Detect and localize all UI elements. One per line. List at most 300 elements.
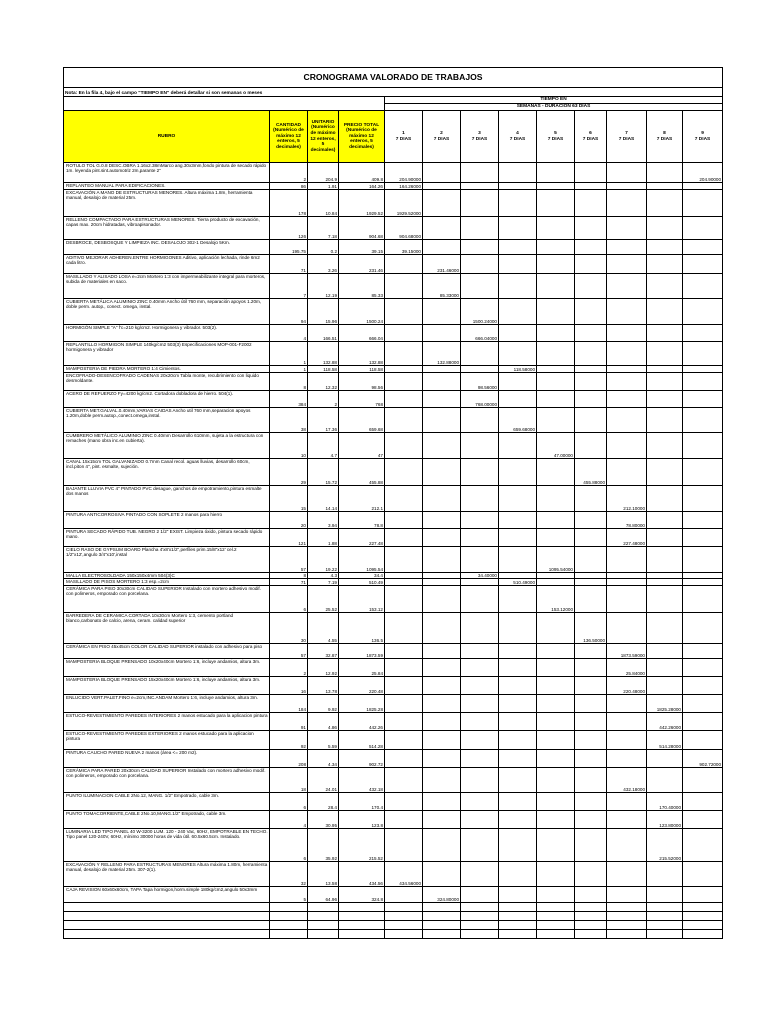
week-3-cell bbox=[461, 408, 499, 433]
week-8-cell bbox=[647, 903, 683, 912]
precio-total-cell: 212.1 bbox=[339, 486, 385, 512]
week-3-cell: 666.04000 bbox=[461, 325, 499, 342]
week-9-cell bbox=[683, 887, 723, 903]
week-4-cell bbox=[499, 586, 537, 613]
week-5-cell: 47.00000 bbox=[537, 433, 575, 459]
unitario-cell: 2 bbox=[308, 391, 339, 408]
week-5-cell bbox=[537, 408, 575, 433]
week-1-cell bbox=[385, 459, 423, 486]
week-duration-label: 7 DIAS bbox=[694, 136, 711, 142]
precio-total-cell: 231.46 bbox=[339, 255, 385, 274]
week-6-cell bbox=[575, 862, 607, 887]
week-7-cell bbox=[607, 912, 647, 921]
table-row bbox=[64, 613, 723, 644]
tiempo-en-header: TIEMPO EN bbox=[385, 97, 723, 104]
week-3-cell bbox=[461, 529, 499, 547]
unitario-cell: 4.3 bbox=[308, 573, 339, 579]
unitario-cell: 12.92 bbox=[308, 659, 339, 677]
table-row bbox=[64, 750, 723, 768]
week-2-cell: 85.33000 bbox=[423, 274, 461, 299]
week-1-cell bbox=[385, 677, 423, 695]
rubro-cell: CUBIERTA METÁLICA ALUMINIO ZINC 0.40mm Ancho útil 760 mm, separación apoyos 1.20m, doble perm. autop., conect. omega, instal. bbox=[64, 299, 270, 325]
week-3-cell bbox=[461, 695, 499, 713]
week-8-cell bbox=[647, 887, 683, 903]
table-row bbox=[64, 240, 723, 255]
week-3-cell bbox=[461, 366, 499, 373]
table-row bbox=[64, 255, 723, 274]
table-row bbox=[64, 342, 723, 366]
cantidad-cell: 184 bbox=[270, 695, 308, 713]
unitario-cell: 15.96 bbox=[308, 299, 339, 325]
week-9-cell bbox=[683, 644, 723, 659]
week-2-cell bbox=[423, 325, 461, 342]
week-7-cell bbox=[607, 459, 647, 486]
cantidad-cell: 94 bbox=[270, 299, 308, 325]
cantidad-cell: 384 bbox=[270, 391, 308, 408]
precio-total-cell: 47 bbox=[339, 433, 385, 459]
week-9-cell bbox=[683, 255, 723, 274]
week-3-cell bbox=[461, 190, 499, 217]
week-7-cell bbox=[607, 793, 647, 811]
week-2-cell bbox=[423, 768, 461, 793]
week-4-cell bbox=[499, 677, 537, 695]
week-5-cell bbox=[537, 750, 575, 768]
cantidad-cell: 10 bbox=[270, 433, 308, 459]
week-5-cell bbox=[537, 255, 575, 274]
week-9-cell bbox=[683, 486, 723, 512]
week-1-cell bbox=[385, 750, 423, 768]
rubro-cell: MASILLADO Y ALISADO LOSA e=2cm Mortero 1:3 con impermeabilizante integral para morteros, subida de materiales en saco. bbox=[64, 274, 270, 299]
week-2-cell bbox=[423, 713, 461, 731]
week-2-cell bbox=[423, 921, 461, 930]
rubro-header: RUBRO bbox=[64, 111, 270, 163]
cantidad-cell: 20 bbox=[270, 512, 308, 529]
week-header-7 bbox=[607, 111, 647, 163]
precio-total-cell: 904.68 bbox=[339, 217, 385, 240]
week-5-cell bbox=[537, 512, 575, 529]
week-1-cell bbox=[385, 342, 423, 366]
week-6-cell bbox=[575, 713, 607, 731]
week-3-cell bbox=[461, 731, 499, 750]
unitario-cell: 1.91 bbox=[308, 183, 339, 190]
unitario-cell bbox=[308, 930, 339, 939]
week-number: 9 bbox=[701, 130, 704, 136]
cantidad-cell: 38 bbox=[270, 408, 308, 433]
week-8-cell: 1825.28000 bbox=[647, 695, 683, 713]
rubro-cell: DESBROCE, DESBOSQUE Y LIMPIEZA INC. DESALOJO 302-1 Desalojo 5Km. bbox=[64, 240, 270, 255]
unitario-cell: 3.94 bbox=[308, 512, 339, 529]
week-7-cell bbox=[607, 750, 647, 768]
table-row bbox=[64, 862, 723, 887]
week-number: 4 bbox=[516, 130, 519, 136]
precio-total-cell: 153.12 bbox=[339, 586, 385, 613]
cantidad-cell: 1 bbox=[270, 342, 308, 366]
week-1-cell bbox=[385, 713, 423, 731]
week-7-cell bbox=[607, 547, 647, 573]
unitario-cell: 118.58 bbox=[308, 366, 339, 373]
week-7-cell bbox=[607, 903, 647, 912]
unitario-cell: 166.51 bbox=[308, 325, 339, 342]
week-5-cell bbox=[537, 373, 575, 391]
cantidad-cell: 6 bbox=[270, 586, 308, 613]
week-9-cell bbox=[683, 768, 723, 793]
week-9-cell bbox=[683, 240, 723, 255]
week-number: 3 bbox=[478, 130, 481, 136]
week-2-cell bbox=[423, 391, 461, 408]
week-1-cell bbox=[385, 325, 423, 342]
week-7-cell bbox=[607, 887, 647, 903]
precio-total-cell: 768 bbox=[339, 391, 385, 408]
cantidad-cell: 30 bbox=[270, 613, 308, 644]
unitario-cell: 4.34 bbox=[308, 750, 339, 768]
table-row bbox=[64, 768, 723, 793]
week-4-cell bbox=[499, 903, 537, 912]
week-9-cell bbox=[683, 903, 723, 912]
week-3-cell bbox=[461, 274, 499, 299]
week-8-cell: 170.40000 bbox=[647, 793, 683, 811]
week-8-cell bbox=[647, 547, 683, 573]
week-8-cell bbox=[647, 930, 683, 939]
rubro-cell: ESTUCO-REVESTIMIENTO PAREDES INTERIORES 2 manos estucado para la aplicacion pintura bbox=[64, 713, 270, 731]
precio-total-cell: 514.28 bbox=[339, 731, 385, 750]
rubro-cell: REPLANTEO MANUAL PARA EDIFICACIONES. bbox=[64, 183, 270, 190]
rubro-cell: CUMBRERO METÁLICO ALUMINIO ZINC 0.40mm Desarrollo 610mm, sujeta a la estructura con remaches (mano obra inc.en cubierta). bbox=[64, 433, 270, 459]
precio-total-cell: 98.56 bbox=[339, 373, 385, 391]
week-2-cell: 231.46000 bbox=[423, 255, 461, 274]
week-1-cell bbox=[385, 433, 423, 459]
week-duration-label: 7 DIAS bbox=[582, 136, 599, 142]
week-7-cell bbox=[607, 342, 647, 366]
unitario-header: UNITARIO (Numérico de máximo 12 enteros, 5 decimales) bbox=[308, 111, 339, 163]
week-6-cell bbox=[575, 731, 607, 750]
week-9-cell bbox=[683, 373, 723, 391]
week-number: 6 bbox=[589, 130, 592, 136]
cantidad-cell bbox=[270, 903, 308, 912]
week-8-cell bbox=[647, 613, 683, 644]
week-1-cell bbox=[385, 274, 423, 299]
cantidad-header: CANTIDAD (Numérico de máximo 12 enteros, 5 decimales) bbox=[270, 111, 308, 163]
week-2-cell bbox=[423, 547, 461, 573]
week-9-cell bbox=[683, 811, 723, 829]
note-text: Nota: En la fila 4, bajo el campo "TIEMPO EN" deberá detallar si son semanas o meses bbox=[64, 88, 385, 97]
cantidad-cell: 121 bbox=[270, 529, 308, 547]
unitario-cell: 12.19 bbox=[308, 274, 339, 299]
unitario-cell: 19.22 bbox=[308, 547, 339, 573]
week-7-cell bbox=[607, 183, 647, 190]
week-6-cell bbox=[575, 586, 607, 613]
unitario-cell: 3.26 bbox=[308, 255, 339, 274]
table-row bbox=[64, 217, 723, 240]
week-3-cell bbox=[461, 677, 499, 695]
week-4-cell bbox=[499, 183, 537, 190]
cantidad-cell: 8 bbox=[270, 573, 308, 579]
rubro-cell: ENLUCIDO VERT.PALET.FINO e=2cm,INC.ANDAM Mortero 1:6, incluye andamios, altura 3m. bbox=[64, 695, 270, 713]
week-6-cell bbox=[575, 921, 607, 930]
week-3-cell bbox=[461, 750, 499, 768]
rubro-cell: CERÁMICA EN PISO 45x45cm COLOR CALIDAD SUPERIOR instalado con adhesivo para piso bbox=[64, 644, 270, 659]
week-8-cell bbox=[647, 217, 683, 240]
week-7-cell: 1873.59000 bbox=[607, 644, 647, 659]
unitario-cell: 5.59 bbox=[308, 731, 339, 750]
cantidad-cell: 57 bbox=[270, 644, 308, 659]
week-7-cell bbox=[607, 829, 647, 862]
unitario-cell: 28.4 bbox=[308, 793, 339, 811]
week-8-cell bbox=[647, 486, 683, 512]
week-6-cell bbox=[575, 547, 607, 573]
week-1-cell: 39.15000 bbox=[385, 240, 423, 255]
week-header-1 bbox=[385, 111, 423, 163]
week-1-cell: 204.90000 bbox=[385, 163, 423, 183]
week-8-cell bbox=[647, 373, 683, 391]
week-3-cell bbox=[461, 811, 499, 829]
week-duration-label: 7 DIAS bbox=[656, 136, 673, 142]
week-9-cell bbox=[683, 512, 723, 529]
week-8-cell bbox=[647, 325, 683, 342]
week-2-cell bbox=[423, 862, 461, 887]
cantidad-cell: 32 bbox=[270, 862, 308, 887]
week-6-cell bbox=[575, 217, 607, 240]
week-4-cell bbox=[499, 829, 537, 862]
week-4-cell bbox=[499, 912, 537, 921]
week-3-cell bbox=[461, 659, 499, 677]
week-6-cell bbox=[575, 255, 607, 274]
week-9-cell bbox=[683, 793, 723, 811]
week-2-cell bbox=[423, 190, 461, 217]
cantidad-cell: 178 bbox=[270, 190, 308, 217]
week-duration-label: 7 DIAS bbox=[618, 136, 635, 142]
week-7-cell bbox=[607, 862, 647, 887]
week-2-cell bbox=[423, 433, 461, 459]
week-5-cell bbox=[537, 274, 575, 299]
rubro-cell: CERÁMICA PARA PARED 20x30cm CALIDAD SUPERIOR Instalado con mortero adhesivo modif. con polimeros, emporado con porcelana. bbox=[64, 768, 270, 793]
week-5-cell bbox=[537, 731, 575, 750]
week-1-cell bbox=[385, 903, 423, 912]
week-4-cell bbox=[499, 713, 537, 731]
precio-total-cell: 455.88 bbox=[339, 459, 385, 486]
week-3-cell bbox=[461, 644, 499, 659]
unitario-cell: 12.32 bbox=[308, 373, 339, 391]
week-4-cell bbox=[499, 217, 537, 240]
precio-total-cell: 78.8 bbox=[339, 512, 385, 529]
week-number: 2 bbox=[440, 130, 443, 136]
week-6-cell bbox=[575, 903, 607, 912]
schedule-table bbox=[63, 67, 723, 939]
week-4-cell bbox=[499, 811, 537, 829]
week-7-cell bbox=[607, 373, 647, 391]
week-2-cell bbox=[423, 659, 461, 677]
week-9-cell bbox=[683, 217, 723, 240]
week-6-cell bbox=[575, 433, 607, 459]
week-number: 8 bbox=[663, 130, 666, 136]
week-header-9 bbox=[683, 111, 723, 163]
week-9-cell bbox=[683, 731, 723, 750]
week-8-cell bbox=[647, 862, 683, 887]
table-row bbox=[64, 887, 723, 903]
precio-total-cell: 227.48 bbox=[339, 529, 385, 547]
duration-header: SEMANAS - DURACION 63 DIAS bbox=[385, 104, 723, 111]
rubro-cell bbox=[64, 921, 270, 930]
week-4-cell bbox=[499, 887, 537, 903]
week-3-cell bbox=[461, 255, 499, 274]
week-2-cell bbox=[423, 750, 461, 768]
week-7-cell bbox=[607, 325, 647, 342]
week-9-cell bbox=[683, 547, 723, 573]
week-7-cell bbox=[607, 408, 647, 433]
week-5-cell bbox=[537, 240, 575, 255]
precio-total-header: PRECIO TOTAL (Numérico de máximo 12 enteros, 5 decimales) bbox=[339, 111, 385, 163]
week-6-cell bbox=[575, 829, 607, 862]
cantidad-cell: 6 bbox=[270, 793, 308, 811]
week-9-cell bbox=[683, 677, 723, 695]
week-1-cell bbox=[385, 529, 423, 547]
week-5-cell bbox=[537, 768, 575, 793]
week-4-cell bbox=[499, 512, 537, 529]
week-3-cell bbox=[461, 586, 499, 613]
cantidad-cell: 208 bbox=[270, 750, 308, 768]
week-6-cell bbox=[575, 793, 607, 811]
cantidad-cell: 92 bbox=[270, 731, 308, 750]
week-8-cell bbox=[647, 586, 683, 613]
week-7-cell: 78.80000 bbox=[607, 512, 647, 529]
week-7-cell bbox=[607, 921, 647, 930]
rubro-cell: PINTURA ANTICORROSIVA PINTADO CON SOPLETE 2 manos para hierro bbox=[64, 512, 270, 529]
week-3-cell bbox=[461, 240, 499, 255]
rubro-cell: MAMPOSTERIA BLOQUE PRENSADO 15x20x40cm Mortero 1:6, incluye andamios, altura 3m. bbox=[64, 677, 270, 695]
week-1-cell bbox=[385, 930, 423, 939]
rubro-cell: BARREDERA DE CERAMICA CORTADA 10x30cm Mortero 1:3, cemento portland blanco,carbonato de calcio, arena, ceram. calidad superior bbox=[64, 613, 270, 644]
week-3-cell bbox=[461, 912, 499, 921]
week-5-cell: 1095.54000 bbox=[537, 547, 575, 573]
week-8-cell bbox=[647, 677, 683, 695]
week-8-cell bbox=[647, 644, 683, 659]
week-9-cell bbox=[683, 391, 723, 408]
cantidad-cell: 2 bbox=[270, 659, 308, 677]
cantidad-cell: 8 bbox=[270, 373, 308, 391]
week-3-cell: 34.40000 bbox=[461, 573, 499, 579]
table-row bbox=[64, 921, 723, 930]
table-row bbox=[64, 677, 723, 695]
precio-total-cell: 1929.52 bbox=[339, 190, 385, 217]
cantidad-cell: 1 bbox=[270, 366, 308, 373]
header-spacer-2 bbox=[64, 104, 385, 111]
week-5-cell bbox=[537, 459, 575, 486]
week-2-cell bbox=[423, 579, 461, 586]
precio-total-cell: 659.68 bbox=[339, 408, 385, 433]
precio-total-cell: 220.48 bbox=[339, 677, 385, 695]
cantidad-cell: 4 bbox=[270, 811, 308, 829]
week-8-cell bbox=[647, 183, 683, 190]
week-9-cell bbox=[683, 695, 723, 713]
unitario-cell: 25.52 bbox=[308, 586, 339, 613]
week-5-cell bbox=[537, 912, 575, 921]
cantidad-cell: 71 bbox=[270, 579, 308, 586]
week-3-cell bbox=[461, 163, 499, 183]
week-4-cell bbox=[499, 731, 537, 750]
week-number: 5 bbox=[554, 130, 557, 136]
week-8-cell bbox=[647, 659, 683, 677]
week-9-cell bbox=[683, 408, 723, 433]
week-5-cell bbox=[537, 930, 575, 939]
week-1-cell bbox=[385, 731, 423, 750]
precio-total-cell: 1500.24 bbox=[339, 299, 385, 325]
precio-total-cell: 902.72 bbox=[339, 750, 385, 768]
week-7-cell bbox=[607, 731, 647, 750]
unitario-cell: 24.01 bbox=[308, 768, 339, 793]
precio-total-cell: 132.88 bbox=[339, 342, 385, 366]
week-8-cell bbox=[647, 921, 683, 930]
week-duration-label: 7 DIAS bbox=[509, 136, 526, 142]
cantidad-cell: 195.75 bbox=[270, 240, 308, 255]
cantidad-cell: 29 bbox=[270, 459, 308, 486]
cantidad-cell bbox=[270, 912, 308, 921]
table-row bbox=[64, 586, 723, 613]
week-4-cell bbox=[499, 644, 537, 659]
rubro-cell: CAJA REVISION 60x60x60cm, TAPA Tapa hormigon,horm.simple 180kg/cm2,angulo 50x3mm bbox=[64, 887, 270, 903]
week-9-cell bbox=[683, 299, 723, 325]
week-3-cell: 768.00000 bbox=[461, 391, 499, 408]
week-7-cell bbox=[607, 391, 647, 408]
rubro-cell bbox=[64, 930, 270, 939]
week-5-cell bbox=[537, 713, 575, 731]
week-4-cell: 118.58000 bbox=[499, 366, 537, 373]
week-5-cell bbox=[537, 190, 575, 217]
week-2-cell bbox=[423, 163, 461, 183]
week-1-cell: 434.56000 bbox=[385, 862, 423, 887]
week-8-cell bbox=[647, 433, 683, 459]
week-5-cell bbox=[537, 644, 575, 659]
rubro-cell: ROTULO TOL G.0.8 DESC.OBRA 1.16x2.38mMarco ang.30x3mm,fondo pintura de secado rápido 1m. leyenda pint.sint.automotriz 2m,parante 2" bbox=[64, 163, 270, 183]
unitario-cell: 4.55 bbox=[308, 613, 339, 644]
week-number: 1 bbox=[402, 130, 405, 136]
week-2-cell bbox=[423, 811, 461, 829]
table-row bbox=[64, 163, 723, 183]
week-3-cell bbox=[461, 793, 499, 811]
table-row bbox=[64, 529, 723, 547]
week-1-cell bbox=[385, 659, 423, 677]
unitario-cell: 13.78 bbox=[308, 677, 339, 695]
precio-total-cell: 123.8 bbox=[339, 811, 385, 829]
table-row bbox=[64, 579, 723, 586]
week-4-cell bbox=[499, 529, 537, 547]
week-2-cell bbox=[423, 586, 461, 613]
unitario-cell bbox=[308, 921, 339, 930]
week-4-cell bbox=[499, 659, 537, 677]
week-header-5 bbox=[537, 111, 575, 163]
week-4-cell bbox=[499, 240, 537, 255]
week-4-cell bbox=[499, 921, 537, 930]
week-2-cell bbox=[423, 183, 461, 190]
week-2-cell bbox=[423, 829, 461, 862]
table-row bbox=[64, 930, 723, 939]
week-2-cell: 132.88000 bbox=[423, 342, 461, 366]
week-2-cell bbox=[423, 613, 461, 644]
week-duration-label: 7 DIAS bbox=[433, 136, 450, 142]
week-5-cell bbox=[537, 903, 575, 912]
rubro-cell bbox=[64, 912, 270, 921]
week-6-cell bbox=[575, 366, 607, 373]
week-6-cell bbox=[575, 486, 607, 512]
week-4-cell bbox=[499, 547, 537, 573]
week-4-cell bbox=[499, 342, 537, 366]
precio-total-cell: 34.4 bbox=[339, 573, 385, 579]
week-3-cell bbox=[461, 579, 499, 586]
week-1-cell bbox=[385, 829, 423, 862]
week-header-6 bbox=[575, 111, 607, 163]
week-3-cell bbox=[461, 459, 499, 486]
table-row bbox=[64, 811, 723, 829]
week-8-cell bbox=[647, 342, 683, 366]
week-2-cell bbox=[423, 512, 461, 529]
